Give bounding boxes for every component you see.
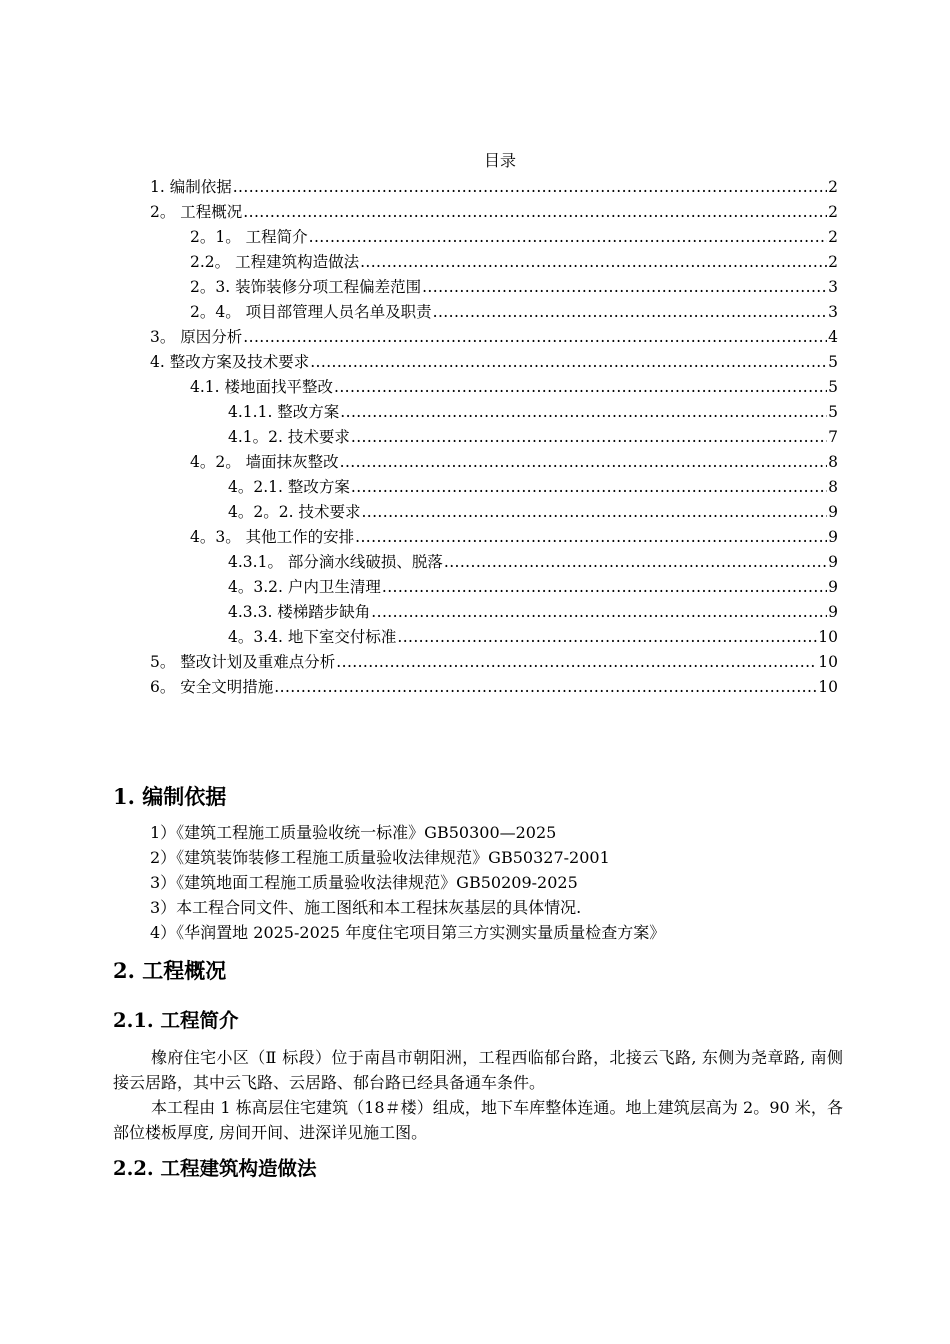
toc-leader-dots — [243, 200, 827, 225]
toc-entry[interactable] — [150, 250, 838, 275]
toc-leader-dots — [361, 500, 827, 525]
section-heading: 2. 工程概况 — [113, 958, 227, 983]
reference-item: 1）《建筑工程施工质量验收统一标准》GB50300—2025 — [150, 823, 557, 842]
toc-entry-page: 9 — [828, 503, 838, 521]
toc-entry-label: 4.3.1。 部分滴水线破损、脱落 — [228, 553, 443, 571]
toc-leader-dots — [351, 475, 827, 500]
reference-item: 3）《建筑地面工程施工质量验收法律规范》GB50209-2025 — [150, 873, 578, 892]
toc-leader-dots — [382, 575, 827, 600]
toc-entry-label: 3。 原因分析 — [150, 328, 243, 346]
toc-entry[interactable] — [150, 475, 838, 500]
toc-entry-label: 2。4。 项目部管理人员名单及职责 — [190, 303, 432, 321]
section-heading: 1. 编制依据 — [113, 784, 227, 809]
toc-entry[interactable] — [150, 325, 838, 350]
reference-item: 2）《建筑装饰装修工程施工质量验收法律规范》GB50327-2001 — [150, 848, 610, 867]
toc-leader-dots — [433, 300, 827, 325]
toc-entry-page: 8 — [828, 453, 838, 471]
toc-entry-page: 2 — [828, 178, 838, 196]
toc-entry-label: 4。2。2. 技术要求 — [228, 503, 361, 521]
toc-entry[interactable] — [150, 625, 838, 650]
toc-leader-dots — [233, 175, 827, 200]
toc-leader-dots — [243, 325, 827, 350]
toc-entry-page: 3 — [828, 303, 838, 321]
toc-leader-dots — [355, 525, 827, 550]
toc-entry[interactable] — [150, 675, 838, 700]
toc-entry-label: 2.2。 工程建筑构造做法 — [190, 253, 360, 271]
toc-entry[interactable] — [150, 525, 838, 550]
toc-entry-page: 3 — [828, 278, 838, 296]
toc-entry-label: 4。2。 墙面抹灰整改 — [190, 453, 339, 471]
toc-leader-dots — [334, 375, 827, 400]
toc-entry[interactable] — [150, 425, 838, 450]
toc-entry-label: 2。3. 装饰装修分项工程偏差范围 — [190, 278, 422, 296]
toc-entry-page: 9 — [828, 528, 838, 546]
toc-entry-label: 2。1。 工程简介 — [190, 228, 308, 246]
toc-entry-label: 5。 整改计划及重难点分析 — [150, 653, 336, 671]
toc-entry[interactable] — [150, 375, 838, 400]
toc-leader-dots — [444, 550, 827, 575]
reference-item: 4）《华润置地 2025-2025 年度住宅项目第三方实测实量质量检查方案》 — [150, 923, 666, 942]
toc-leader-dots — [274, 675, 817, 700]
toc-leader-dots — [422, 275, 827, 300]
toc-entry[interactable] — [150, 550, 838, 575]
toc-entry[interactable] — [150, 225, 838, 250]
toc-entry[interactable] — [150, 650, 838, 675]
toc-entry[interactable] — [150, 600, 838, 625]
toc-leader-dots — [336, 650, 817, 675]
toc-leader-dots — [310, 350, 827, 375]
toc-entry-label: 4.3.3. 楼梯踏步缺角 — [228, 603, 371, 621]
reference-list — [150, 820, 665, 945]
toc-entry-label: 6。 安全文明措施 — [150, 678, 274, 696]
toc-title: 目录 — [483, 151, 516, 170]
toc-entry[interactable] — [150, 575, 838, 600]
toc-leader-dots — [360, 250, 827, 275]
toc-entry[interactable] — [150, 350, 838, 375]
toc-entry-label: 4。3.2. 户内卫生清理 — [228, 578, 381, 596]
toc-entry-label: 2。 工程概况 — [150, 203, 243, 221]
toc-entry-page: 10 — [818, 678, 838, 696]
toc-entry[interactable] — [150, 500, 838, 525]
toc-entry[interactable] — [150, 400, 838, 425]
toc-leader-dots — [351, 425, 827, 450]
toc-entry[interactable] — [150, 300, 838, 325]
toc-entry-page: 9 — [828, 578, 838, 596]
toc-entry-label: 4。2.1. 整改方案 — [228, 478, 350, 496]
toc-entry-label: 4.1.1. 整改方案 — [228, 403, 340, 421]
toc-entry-page: 5 — [828, 353, 838, 371]
toc-leader-dots — [340, 400, 827, 425]
toc-leader-dots — [309, 225, 827, 250]
toc-entry-page: 7 — [828, 428, 838, 446]
toc-entry-page: 4 — [828, 328, 838, 346]
toc-leader-dots — [371, 600, 827, 625]
toc-entry-label: 4. 整改方案及技术要求 — [150, 353, 310, 371]
toc-entry[interactable] — [150, 450, 838, 475]
toc-entry-page: 2 — [828, 203, 838, 221]
toc-entry-page: 10 — [818, 653, 838, 671]
reference-item: 3）本工程合同文件、施工图纸和本工程抹灰基层的具体情况. — [150, 898, 582, 917]
toc-entry-page: 5 — [828, 378, 838, 396]
table-of-contents — [150, 175, 838, 700]
toc-entry-label: 4.1。2. 技术要求 — [228, 428, 350, 446]
toc-entry-page: 5 — [828, 403, 838, 421]
toc-leader-dots — [340, 450, 827, 475]
body-paragraph: 橡府住宅小区（Ⅱ 标段）位于南昌市朝阳洲，工程西临郁台路，北接云飞路, 东侧为尧章路, 南侧接云居路，其中云飞路、云居路、郁台路已经具备通车条件。 — [113, 1048, 843, 1092]
toc-entry[interactable] — [150, 175, 838, 200]
toc-entry-page: 10 — [818, 628, 838, 646]
body-paragraph: 本工程由 1 栋高层住宅建筑（18＃楼）组成，地下车库整体连通。地上建筑层高为 2。90 米，各部位楼板厚度, 房间开间、进深详见施工图。 — [113, 1098, 843, 1142]
toc-entry[interactable] — [150, 275, 838, 300]
toc-entry-label: 4.1. 楼地面找平整改 — [190, 378, 334, 396]
toc-leader-dots — [397, 625, 817, 650]
toc-entry-page: 8 — [828, 478, 838, 496]
toc-entry-label: 4。3.4. 地下室交付标准 — [228, 628, 397, 646]
toc-entry-page: 9 — [828, 553, 838, 571]
toc-entry[interactable] — [150, 200, 838, 225]
toc-entry-label: 1. 编制依据 — [150, 178, 232, 196]
toc-entry-page: 2 — [828, 253, 838, 271]
subsection-heading: 2.1. 工程简介 — [113, 1009, 239, 1032]
subsection-heading: 2.2. 工程建筑构造做法 — [113, 1157, 317, 1180]
toc-entry-page: 9 — [828, 603, 838, 621]
toc-entry-page: 2 — [828, 228, 838, 246]
toc-entry-label: 4。3。 其他工作的安排 — [190, 528, 355, 546]
